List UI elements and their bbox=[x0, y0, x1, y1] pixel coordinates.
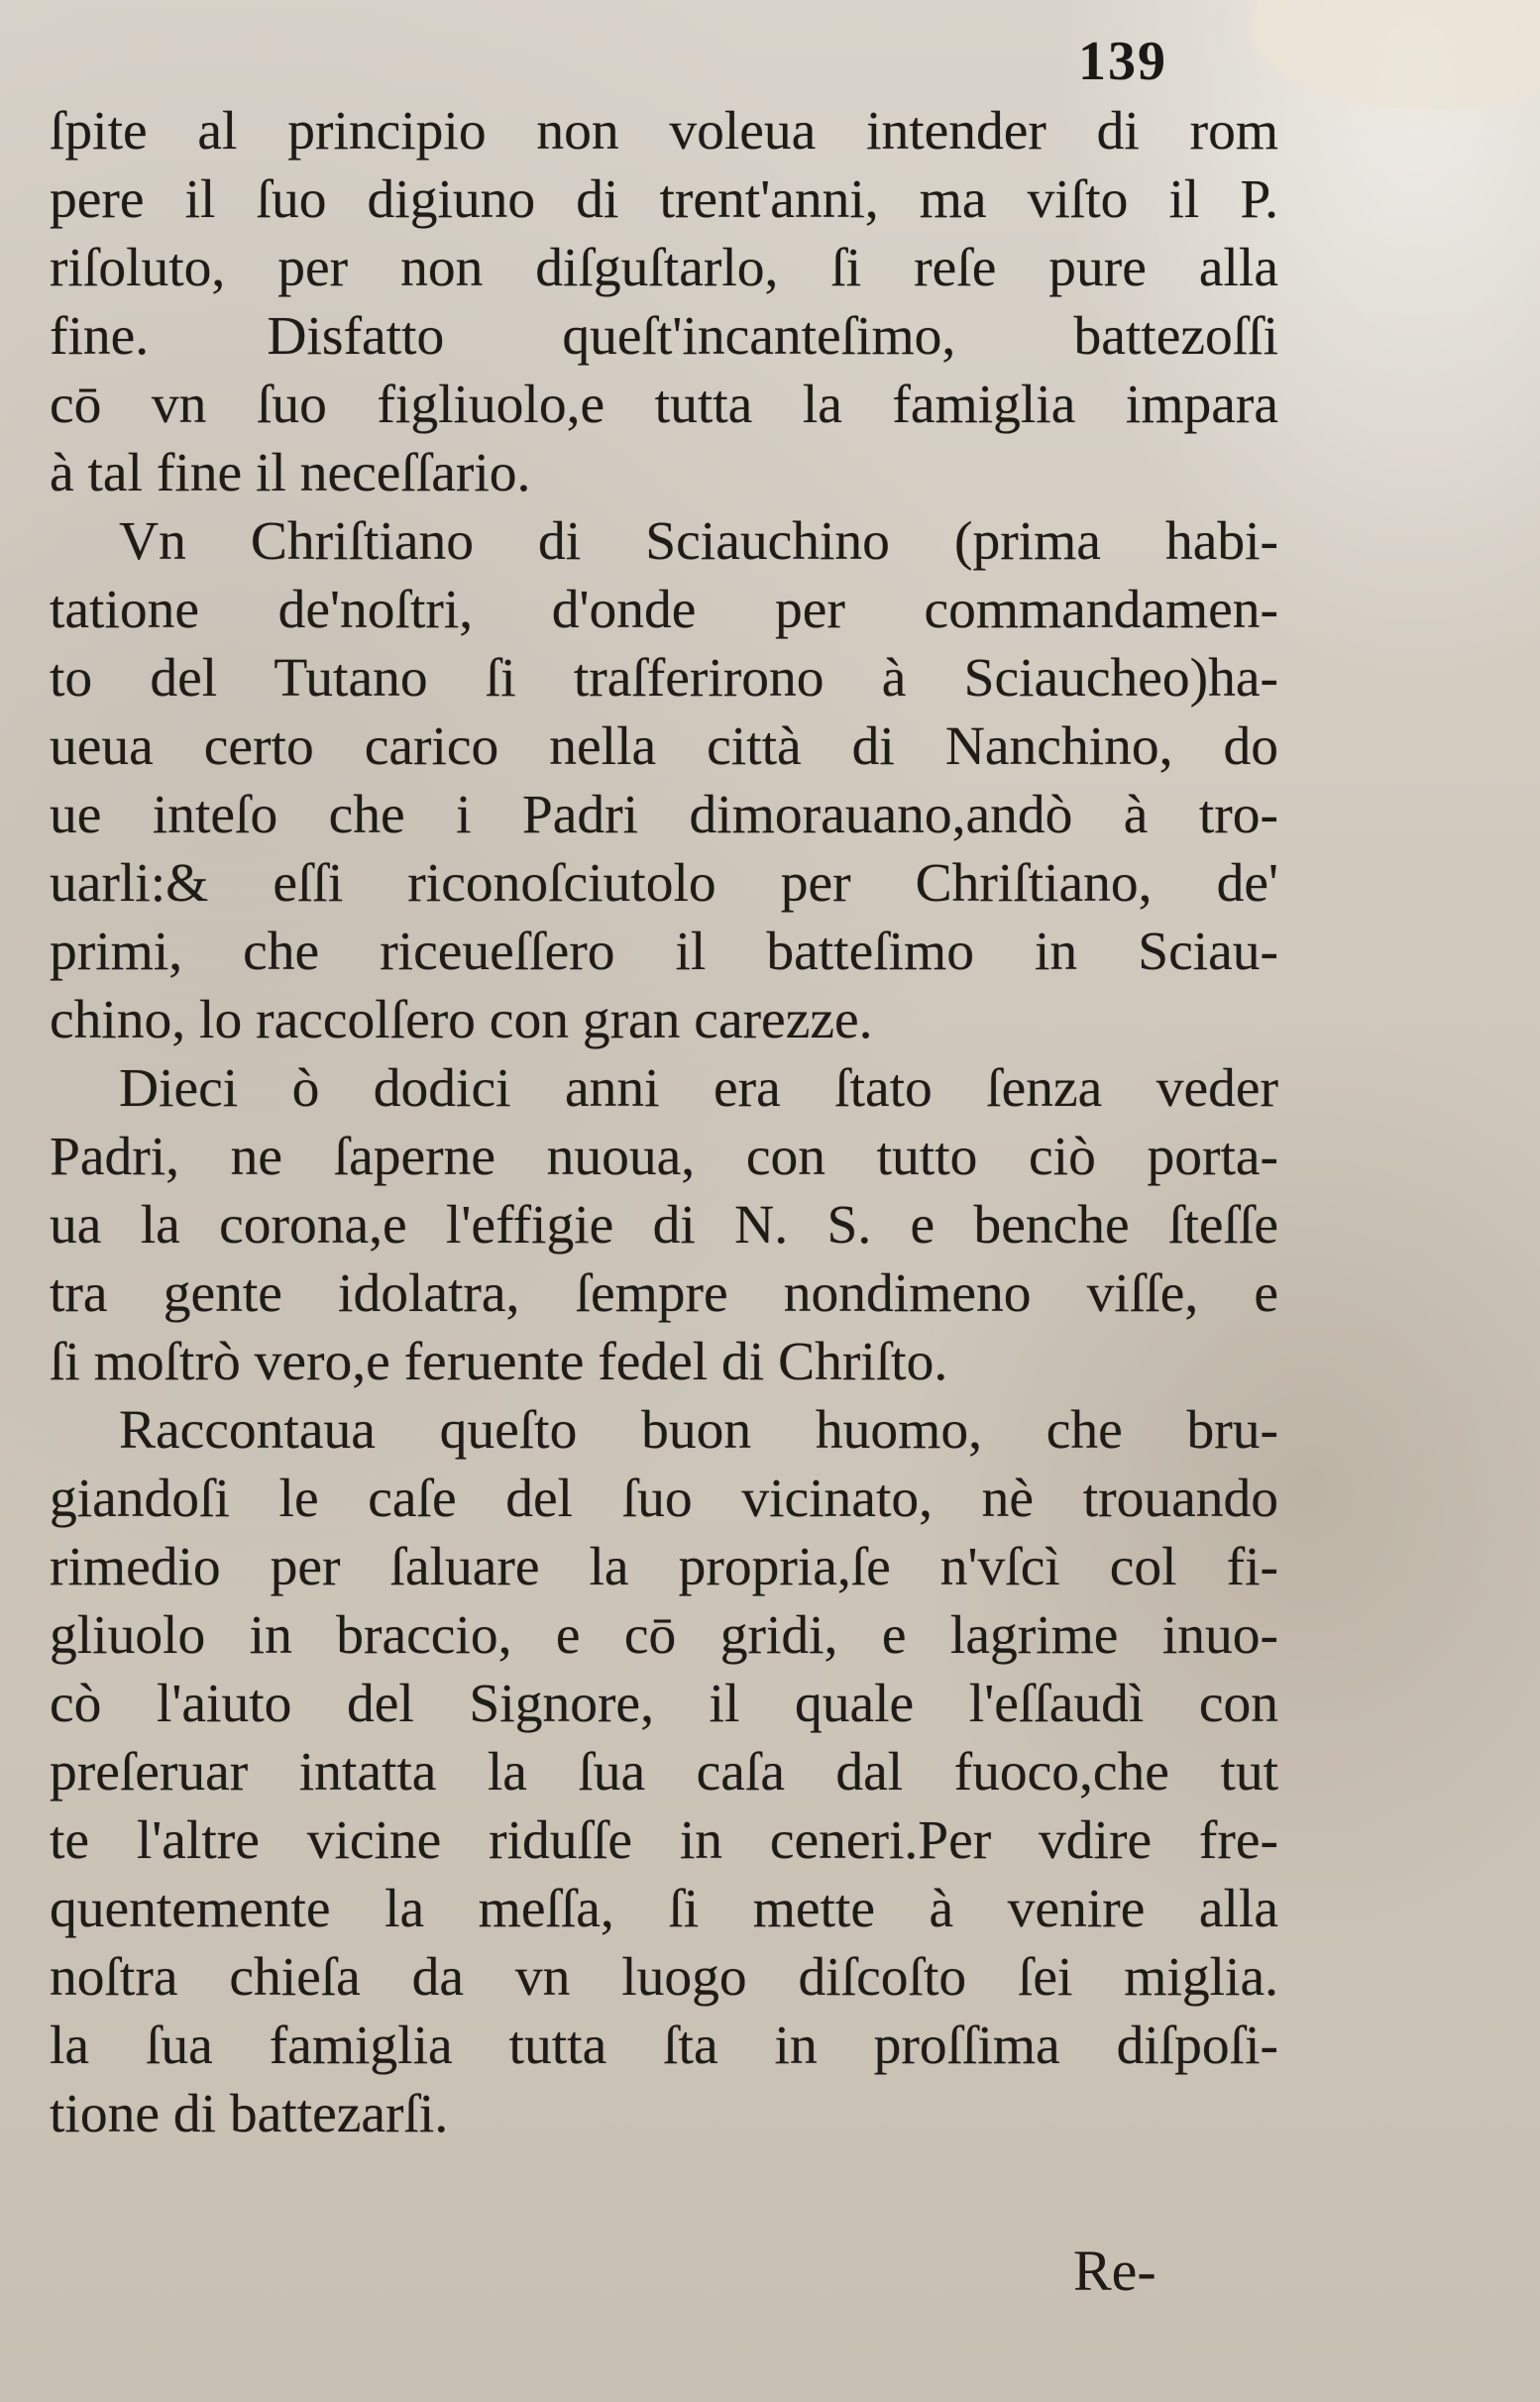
text-line: tra gente idolatra, ſempre nondimeno viſſe, e bbox=[50, 1263, 1278, 1324]
text-line: noſtra chieſa da vn luogo diſcoſto ſei miglia. bbox=[50, 1947, 1278, 2008]
text-line: gliuolo in braccio, e cō gridi, e lagrime inuo- bbox=[50, 1605, 1278, 1666]
text-line: Raccontaua queſto buon huomo, che bru- bbox=[119, 1400, 1278, 1461]
text-line: uarli:& eſſi riconoſciutolo per Chriſtiano, de' bbox=[50, 853, 1278, 914]
body-text bbox=[50, 97, 1278, 2148]
text-line: Dieci ò dodici anni era ſtato ſenza veder bbox=[119, 1058, 1278, 1119]
paper-stain bbox=[1249, 0, 1540, 109]
text-line: primi, che riceueſſero il batteſimo in Sciau- bbox=[50, 922, 1278, 982]
text-line: ſi moſtrò vero,e feruente fedel di Chriſto. bbox=[50, 1332, 948, 1392]
text-line: quentemente la meſſa, ſi mette à venire alla bbox=[50, 1879, 1278, 1939]
text-line: cō vn ſuo figliuolo,e tutta la famiglia impara bbox=[50, 375, 1278, 435]
text-line: pere il ſuo digiuno di trent'anni, ma viſto il P. bbox=[50, 169, 1278, 230]
text-line: Vn Chriſtiano di Sciauchino (prima habi- bbox=[119, 511, 1278, 572]
page-number: 139 bbox=[1078, 31, 1167, 92]
text-line: ſpite al principio non voleua intender di rom bbox=[50, 101, 1278, 162]
text-line: ue inteſo che i Padri dimorauano,andò à tro- bbox=[50, 785, 1278, 845]
text-line: tatione de'noſtri, d'onde per commandamen- bbox=[50, 580, 1278, 640]
text-line: la ſua famiglia tutta ſta in proſſima diſpoſi- bbox=[50, 2016, 1278, 2076]
text-line: preſeruar intatta la ſua caſa dal fuoco,che tut bbox=[50, 1742, 1278, 1802]
text-line: chino, lo raccolſero con gran carezze. bbox=[50, 990, 873, 1050]
text-line: riſoluto, per non diſguſtarlo, ſi reſe pure alla bbox=[50, 238, 1278, 298]
text-line: giandoſi le caſe del ſuo vicinato, nè trouando bbox=[50, 1469, 1278, 1529]
text-line: te l'altre vicine riduſſe in ceneri.Per vdire fre- bbox=[50, 1810, 1278, 1871]
text-line: cò l'aiuto del Signore, il quale l'eſſaudì con bbox=[50, 1674, 1278, 1734]
text-line: to del Tutano ſi traſferirono à Sciaucheo)ha- bbox=[50, 648, 1278, 709]
text-line: rimedio per ſaluare la propria,ſe n'vſcì col fi- bbox=[50, 1537, 1278, 1597]
text-line: à tal fine il neceſſario. bbox=[50, 443, 531, 503]
text-line: ua la corona,e l'effigie di N. S. e benche ſteſſe bbox=[50, 1195, 1278, 1256]
text-line: Padri, ne ſaperne nuoua, con tutto ciò porta- bbox=[50, 1127, 1278, 1187]
text-line: fine. Disfatto queſt'incanteſimo, battezoſſi bbox=[50, 306, 1278, 367]
text-line: ueua certo carico nella città di Nanchino, do bbox=[50, 716, 1278, 777]
text-line: tione di battezarſi. bbox=[50, 2084, 449, 2144]
catchword: Re- bbox=[1073, 2238, 1156, 2303]
